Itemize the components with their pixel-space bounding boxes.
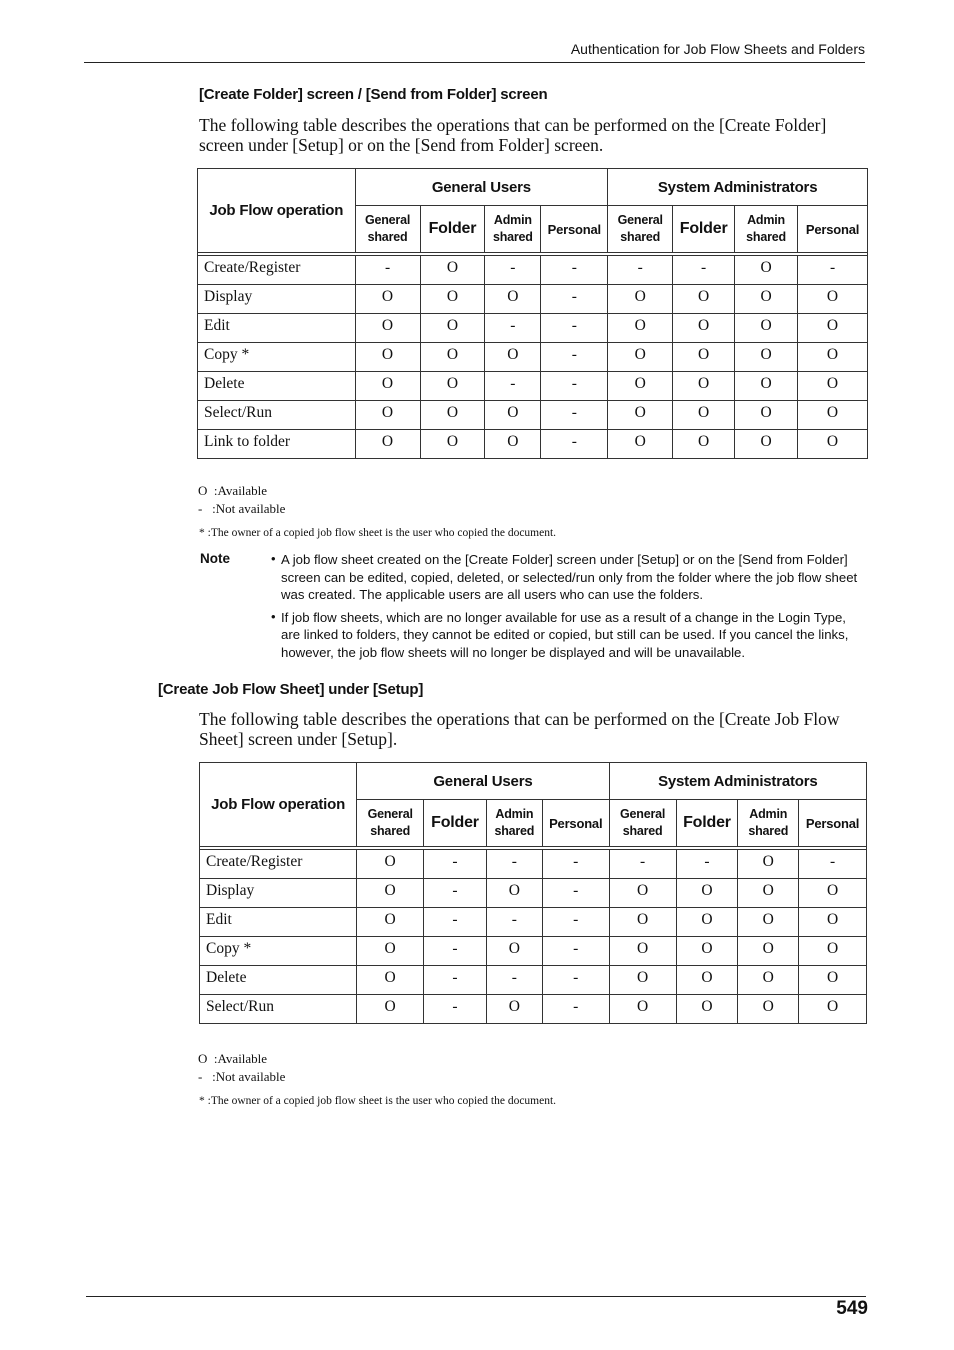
table-row	[198, 401, 868, 430]
availability-cell: -	[541, 343, 608, 372]
availability-cell: O	[420, 285, 485, 314]
availability-cell: O	[357, 879, 424, 908]
availability-cell: -	[424, 908, 487, 937]
legend	[198, 482, 285, 518]
section-intro	[199, 709, 867, 749]
availability-cell: O	[738, 995, 799, 1024]
availability-cell: O	[738, 879, 799, 908]
availability-cell: O	[608, 372, 673, 401]
availability-cell: O	[486, 879, 542, 908]
availability-cell: O	[798, 314, 868, 343]
availability-cell: O	[609, 995, 676, 1024]
availability-cell: O	[486, 995, 542, 1024]
operations-table-create-folder	[197, 168, 868, 459]
availability-cell: O	[673, 372, 735, 401]
table-row	[200, 908, 867, 937]
availability-cell: O	[486, 937, 542, 966]
operation-name-cell: Link to folder	[198, 430, 356, 459]
col-header-general-shared: General shared	[355, 206, 420, 253]
col-header-folder: Folder	[676, 800, 738, 847]
table-row	[200, 937, 867, 966]
legend-not-available: - :Not available	[198, 1069, 286, 1084]
availability-cell: O	[798, 343, 868, 372]
availability-cell: -	[676, 850, 738, 879]
availability-cell: O	[485, 430, 541, 459]
availability-cell: -	[542, 966, 609, 995]
running-header: Authentication for Job Flow Sheets and Folders	[570, 41, 865, 57]
col-header-general-shared: General shared	[609, 800, 676, 847]
availability-cell: O	[738, 850, 799, 879]
availability-cell: O	[673, 314, 735, 343]
bullet-icon: •	[271, 551, 276, 566]
availability-cell: O	[357, 937, 424, 966]
availability-cell: O	[738, 966, 799, 995]
availability-cell: O	[420, 256, 485, 285]
availability-cell: O	[609, 908, 676, 937]
operation-name-cell: Display	[198, 285, 356, 314]
bullet-icon: •	[271, 608, 276, 624]
availability-cell: O	[799, 937, 867, 966]
intro-line: The following table describes the operations that can be performed on the [Create Job Flow	[199, 709, 840, 729]
legend-available: O :Available	[198, 1051, 268, 1066]
availability-cell: O	[609, 966, 676, 995]
availability-cell: -	[424, 966, 487, 995]
availability-cell: -	[486, 850, 542, 879]
legend	[198, 1050, 285, 1086]
header-rule	[84, 62, 865, 63]
availability-cell: O	[355, 401, 420, 430]
availability-cell: O	[609, 879, 676, 908]
availability-cell: -	[542, 937, 609, 966]
availability-cell: O	[608, 401, 673, 430]
availability-cell: O	[355, 430, 420, 459]
col-header-personal: Personal	[798, 206, 868, 253]
availability-cell: O	[608, 430, 673, 459]
availability-cell: -	[485, 372, 541, 401]
table-row	[198, 256, 868, 285]
availability-cell: O	[420, 314, 485, 343]
availability-cell: O	[738, 908, 799, 937]
availability-cell: -	[541, 430, 608, 459]
note-item: • If job flow sheets, which are no longer available for use as a result of a change in the Login Type, are linked to folders, they cannot be edited or copied, but still can be used. If you cancel the links, however, the job flow sheets will no longer be displayed and will be unavailable.	[271, 608, 849, 660]
operation-name-cell: Copy *	[198, 343, 356, 372]
availability-cell: O	[738, 937, 799, 966]
intro-line: screen under [Setup] or on the [Send from Folder] screen.	[199, 135, 604, 155]
availability-cell: O	[420, 343, 485, 372]
availability-cell: -	[424, 937, 487, 966]
availability-cell: -	[541, 256, 608, 285]
availability-cell: O	[609, 937, 676, 966]
availability-cell: -	[424, 995, 487, 1024]
table-row	[200, 966, 867, 995]
operation-name-cell: Display	[200, 879, 357, 908]
availability-cell: O	[673, 285, 735, 314]
availability-cell: O	[357, 850, 424, 879]
availability-cell: O	[676, 937, 738, 966]
availability-cell: O	[673, 343, 735, 372]
availability-cell: -	[486, 966, 542, 995]
availability-cell: O	[355, 314, 420, 343]
col-header-general-shared: General shared	[608, 206, 673, 253]
table-row	[198, 372, 868, 401]
note-list	[271, 551, 863, 661]
availability-cell: -	[542, 850, 609, 879]
operation-name-cell: Create/Register	[198, 256, 356, 285]
table-row	[200, 879, 867, 908]
availability-cell: -	[541, 314, 608, 343]
availability-cell: O	[735, 285, 798, 314]
availability-cell: -	[799, 850, 867, 879]
availability-cell: O	[798, 401, 868, 430]
availability-cell: -	[424, 850, 487, 879]
col-header-general-shared: General shared	[357, 800, 424, 847]
availability-cell: O	[420, 430, 485, 459]
availability-cell: O	[420, 401, 485, 430]
footnote: * :The owner of a copied job flow sheet is the user who copied the document.	[199, 1095, 557, 1107]
availability-cell: O	[357, 966, 424, 995]
availability-cell: O	[485, 343, 541, 372]
col-header-folder: Folder	[673, 206, 735, 253]
col-header-admin-shared: Admin shared	[735, 206, 798, 253]
table-row	[198, 285, 868, 314]
table-row	[198, 314, 868, 343]
availability-cell: -	[608, 256, 673, 285]
col-header-admin-shared: Admin shared	[485, 206, 541, 253]
table-row	[200, 850, 867, 879]
availability-cell: O	[799, 879, 867, 908]
availability-cell: -	[486, 908, 542, 937]
availability-cell: -	[541, 401, 608, 430]
availability-cell: O	[673, 430, 735, 459]
operation-name-cell: Edit	[200, 908, 357, 937]
operation-name-cell: Delete	[198, 372, 356, 401]
col-header-folder: Folder	[424, 800, 487, 847]
availability-cell: -	[424, 879, 487, 908]
availability-cell: -	[542, 995, 609, 1024]
col-header-job-flow-operation: Job Flow operation	[198, 169, 356, 253]
availability-cell: O	[735, 314, 798, 343]
availability-cell: O	[676, 879, 738, 908]
availability-cell: O	[676, 995, 738, 1024]
availability-cell: O	[735, 343, 798, 372]
availability-cell: O	[357, 995, 424, 1024]
availability-cell: -	[609, 850, 676, 879]
col-header-personal: Personal	[799, 800, 867, 847]
availability-cell: O	[673, 401, 735, 430]
availability-cell: -	[485, 314, 541, 343]
col-header-admin-shared: Admin shared	[738, 800, 799, 847]
col-header-folder: Folder	[420, 206, 485, 253]
intro-line: Sheet] screen under [Setup].	[199, 729, 398, 749]
footer-rule	[86, 1296, 866, 1297]
group-header-general-users: General Users	[357, 763, 609, 800]
availability-cell: -	[485, 256, 541, 285]
availability-cell: O	[485, 285, 541, 314]
availability-cell: O	[608, 285, 673, 314]
section-heading-create-folder: [Create Folder] screen / [Send from Folder] screen	[199, 86, 548, 103]
note-label: Note	[200, 551, 230, 566]
col-header-job-flow-operation: Job Flow operation	[200, 763, 357, 847]
col-header-personal: Personal	[542, 800, 609, 847]
operation-name-cell: Delete	[200, 966, 357, 995]
availability-cell: -	[541, 285, 608, 314]
availability-cell: O	[676, 966, 738, 995]
availability-cell: -	[355, 256, 420, 285]
availability-cell: O	[485, 401, 541, 430]
availability-cell: O	[799, 908, 867, 937]
availability-cell: O	[355, 372, 420, 401]
operation-name-cell: Create/Register	[200, 850, 357, 879]
page-number: 549	[836, 1298, 868, 1319]
availability-cell: -	[542, 879, 609, 908]
legend-not-available: - :Not available	[198, 501, 286, 516]
col-header-admin-shared: Admin shared	[486, 800, 542, 847]
availability-cell: -	[673, 256, 735, 285]
operation-name-cell: Select/Run	[198, 401, 356, 430]
availability-cell: -	[541, 372, 608, 401]
availability-cell: O	[608, 343, 673, 372]
operations-table-create-job-flow-sheet	[199, 762, 867, 1024]
availability-cell: O	[799, 995, 867, 1024]
availability-cell: O	[735, 401, 798, 430]
availability-cell: O	[608, 314, 673, 343]
section-intro	[199, 115, 867, 155]
group-header-system-administrators: System Administrators	[609, 763, 866, 800]
availability-cell: O	[735, 430, 798, 459]
note-item: • A job flow sheet created on the [Create Folder] screen under [Setup] or on the [Send from Folder] screen can be edited, copied, deleted, or selected/run only from the folder where the job flow sheet was created. The applicable users are all users who can use the folders.	[271, 551, 858, 602]
table-row	[200, 995, 867, 1024]
availability-cell: -	[798, 256, 868, 285]
operation-name-cell: Select/Run	[200, 995, 357, 1024]
table-row	[198, 430, 868, 459]
availability-cell: O	[735, 256, 798, 285]
footnote: * :The owner of a copied job flow sheet is the user who copied the document.	[199, 527, 557, 539]
availability-cell: O	[357, 908, 424, 937]
availability-cell: O	[420, 372, 485, 401]
legend-available: O :Available	[198, 483, 268, 498]
operation-name-cell: Copy *	[200, 937, 357, 966]
availability-cell: O	[355, 343, 420, 372]
operation-name-cell: Edit	[198, 314, 356, 343]
table-row	[198, 343, 868, 372]
availability-cell: O	[355, 285, 420, 314]
availability-cell: O	[798, 430, 868, 459]
group-header-system-administrators: System Administrators	[608, 169, 868, 206]
availability-cell: O	[798, 285, 868, 314]
availability-cell: O	[676, 908, 738, 937]
availability-cell: O	[735, 372, 798, 401]
group-header-general-users: General Users	[355, 169, 608, 206]
intro-line: The following table describes the operations that can be performed on the [Create Folder]	[199, 115, 827, 135]
section-heading-create-job-flow-sheet: [Create Job Flow Sheet] under [Setup]	[158, 681, 424, 698]
col-header-personal: Personal	[541, 206, 608, 253]
availability-cell: -	[542, 908, 609, 937]
availability-cell: O	[799, 966, 867, 995]
availability-cell: O	[798, 372, 868, 401]
